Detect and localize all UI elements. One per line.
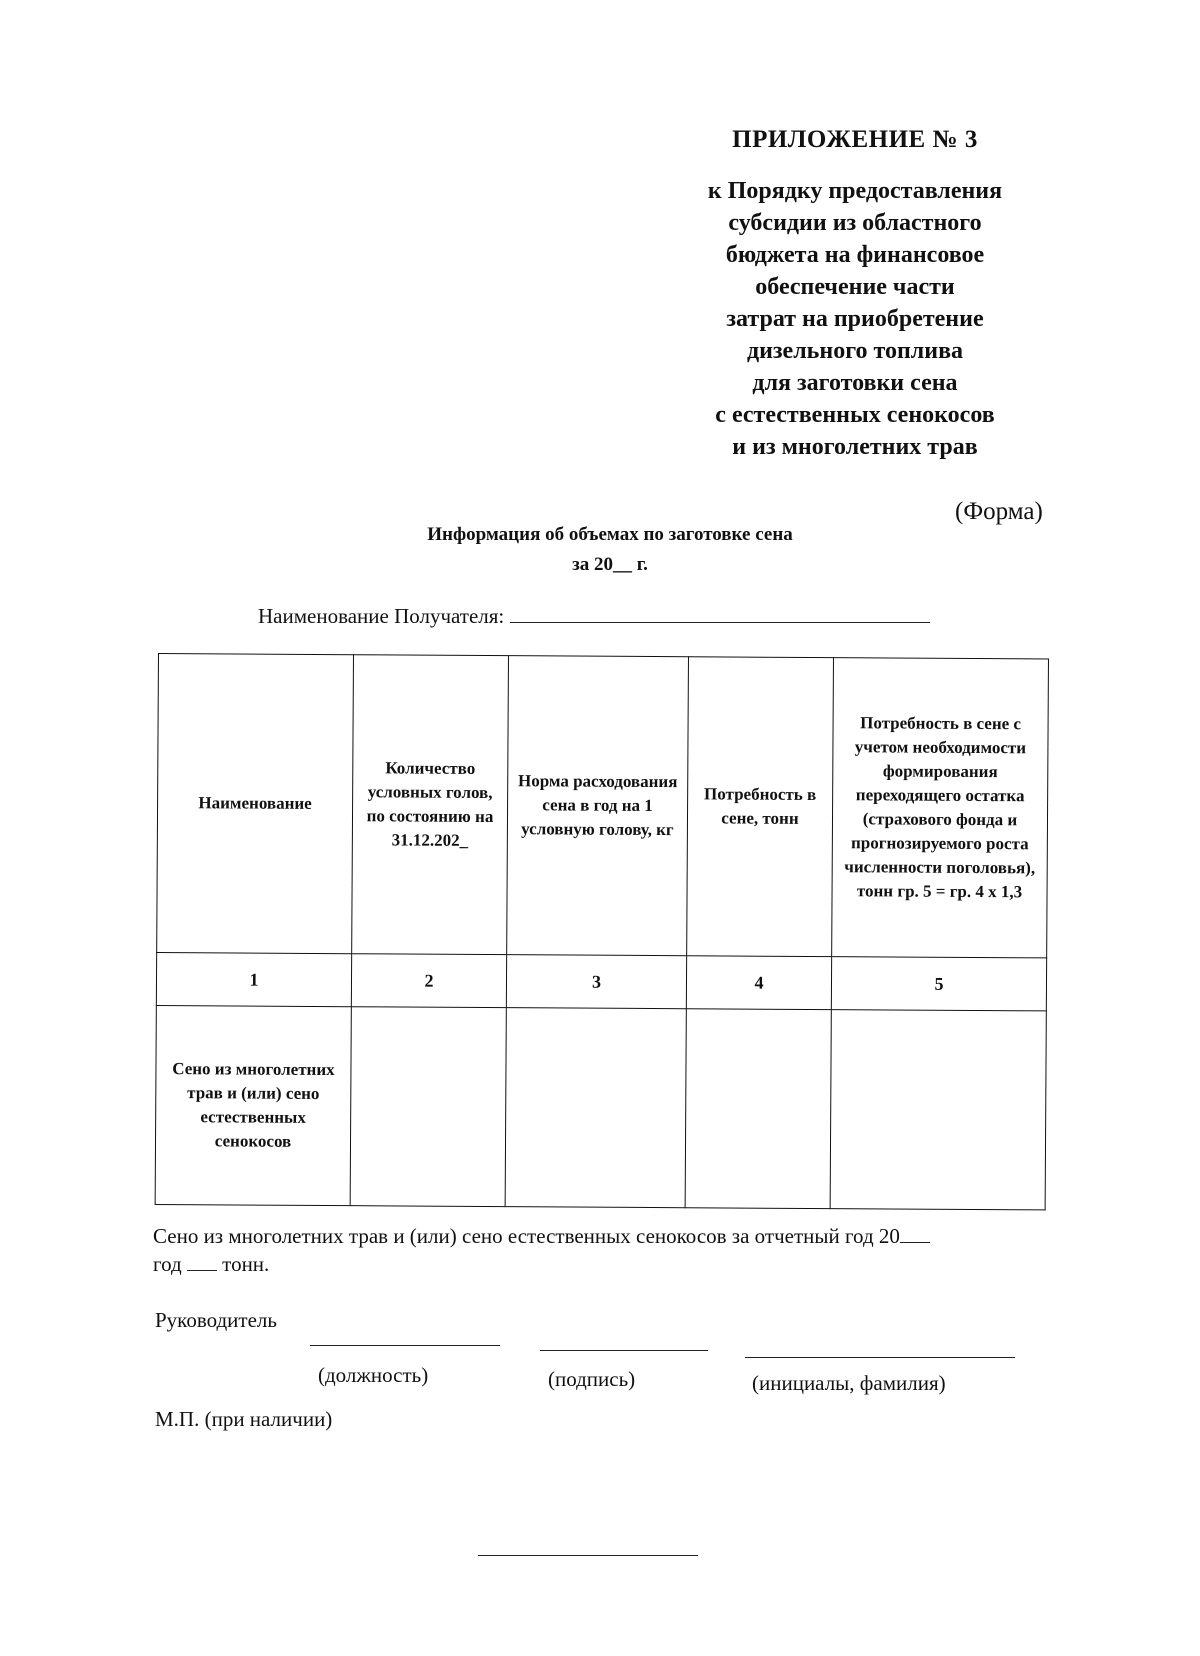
- signature-caption: (подпись): [548, 1367, 636, 1391]
- name-signature-line[interactable]: [745, 1357, 1015, 1358]
- header-cell-heads-count: Количество условных голов, по состоянию на 31.12.202_: [352, 655, 509, 955]
- recipient-blank-line[interactable]: [510, 606, 930, 623]
- header-cell-hay-need-with-reserve: Потребность в сене с учетом необходимости формирования переходящего остатка (страхового фонда и прогнозируемого роста численности поголовья), тонн гр. 5 = гр. 4 х 1,3: [832, 658, 1049, 958]
- document-title: [330, 520, 890, 580]
- column-number: 1: [156, 952, 351, 1006]
- column-number: 4: [686, 956, 831, 1010]
- summary-text-unit: тонн.: [222, 1252, 270, 1276]
- footer-separator-line: [478, 1555, 698, 1556]
- appendix-line: бюджета на финансовое: [725, 242, 985, 268]
- table-cell-heads-count[interactable]: [350, 1007, 506, 1207]
- summary-text: Сено из многолетних трав и (или) сено естественных сенокосов за отчетный год 20: [153, 1224, 900, 1248]
- document-title-line: Информация об объемах по заготовке сена: [427, 524, 793, 545]
- header-cell-consumption-norm: Норма расходования сена в год на 1 условную голову, кг: [507, 656, 689, 956]
- appendix-line: для заготовки сена: [752, 370, 958, 396]
- header-cell-name: Наименование: [157, 654, 354, 954]
- position-caption: (должность): [318, 1363, 429, 1387]
- name-caption: (инициалы, фамилия): [752, 1371, 946, 1395]
- tons-blank[interactable]: [187, 1256, 217, 1271]
- appendix-line: затрат на приобретение: [726, 306, 984, 332]
- appendix-line: и из многолетних трав: [732, 434, 978, 460]
- table-row: [155, 1005, 1046, 1209]
- column-number: 5: [831, 957, 1046, 1011]
- table-cell-hay-need-with-reserve[interactable]: [830, 1010, 1046, 1210]
- form-label: (Форма): [955, 498, 1043, 525]
- table-column-numbers-row: [156, 952, 1046, 1010]
- position-signature-line[interactable]: [310, 1345, 500, 1346]
- recipient-label: Наименование Получателя:: [258, 604, 505, 628]
- table-header-row: [157, 654, 1049, 958]
- appendix-line: дизельного топлива: [746, 338, 964, 364]
- table-cell-consumption-norm[interactable]: [505, 1008, 686, 1208]
- appendix-subtitle: [630, 175, 1080, 463]
- head-label: Руководитель: [155, 1308, 277, 1332]
- summary-text-year: год: [153, 1252, 182, 1276]
- appendix-line: к Порядку предоставления: [707, 178, 1003, 204]
- header-cell-hay-need: Потребность в сене, тонн: [687, 657, 834, 957]
- column-number: 3: [506, 955, 686, 1009]
- appendix-line: с естественных сенокосов: [715, 402, 995, 428]
- appendix-line: субсидии из областного: [728, 210, 982, 236]
- row-label: Сено из многолетних трав и (или) сено естественных сенокосов: [155, 1005, 351, 1205]
- appendix-title: ПРИЛОЖЕНИЕ № 3: [732, 126, 978, 153]
- signature-line[interactable]: [540, 1350, 708, 1351]
- year-blank[interactable]: [900, 1228, 930, 1243]
- column-number: 2: [351, 954, 506, 1008]
- appendix-line: обеспечение части: [755, 274, 955, 300]
- hay-volume-table-wrap: [155, 653, 1048, 1210]
- stamp-label: М.П. (при наличии): [155, 1407, 333, 1431]
- summary-statement: [153, 1222, 1033, 1278]
- hay-volume-table: [155, 653, 1049, 1210]
- table-cell-hay-need[interactable]: [685, 1009, 831, 1209]
- recipient-field: [258, 604, 930, 629]
- document-period-line: за 20__ г.: [572, 554, 648, 575]
